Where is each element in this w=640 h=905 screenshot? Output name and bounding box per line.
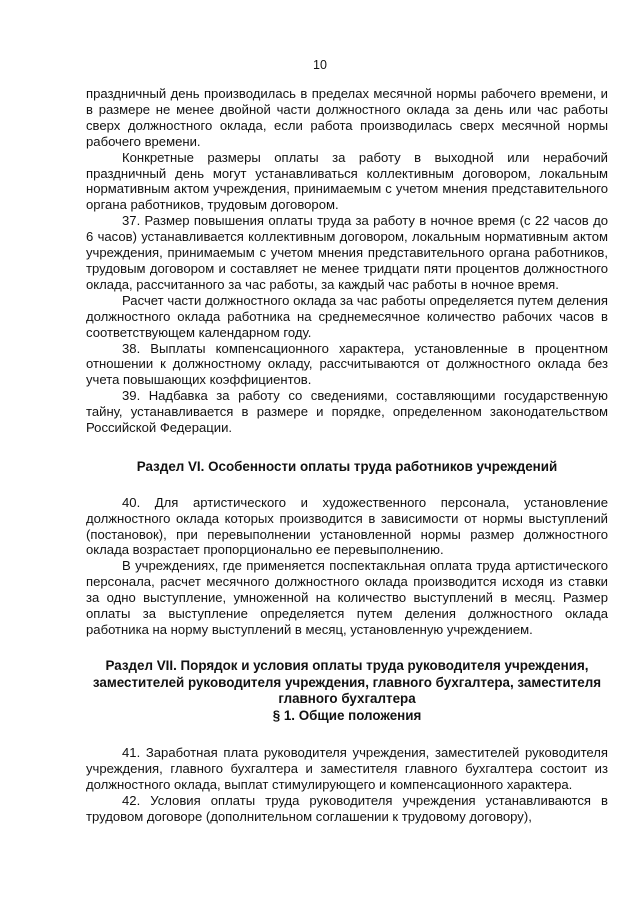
section-7-heading: Раздел VII. Порядок и условия оплаты труда руководителя учреждения, заместителей руководителя учреждения, главного бухгалтера, заместителя главного бухгалтера bbox=[92, 657, 602, 707]
paragraph-38: 38. Выплаты компенсационного характера, установленные в процентном отношении к должностному окладу, рассчитываются от должностного оклада без учета повышающих коэффициентов. bbox=[86, 340, 608, 388]
paragraph-41: 41. Заработная плата руководителя учреждения, заместителей руководителя учреждения, главного бухгалтера и заместителя главного бухгалтера состоит из должностного оклада, выплат стимулирующего и компенсационного характера. bbox=[86, 745, 608, 792]
paragraph: Конкретные размеры оплаты за работу в выходной или нерабочий праздничный день могут устанавливаться коллективным договором, локальным нормативным актом учреждения, принимаемым с учетом мнения представительного органа работников, трудовым договором. bbox=[86, 149, 608, 213]
paragraph: Расчет части должностного оклада за час работы определяется путем деления должностного оклада работника на среднемесячное количество рабочих часов в соответствующем календарном году. bbox=[86, 292, 608, 340]
section-7-subheading: § 1. Общие положения bbox=[272, 708, 422, 724]
document-body bbox=[86, 86, 608, 825]
paragraph-39: 39. Надбавка за работу со сведениями, составляющими государственную тайну, устанавливается в размере и порядке, определенном законодательством Российской Федерации. bbox=[86, 388, 608, 436]
paragraph: В учреждениях, где применяется поспектакльная оплата труда артистического персонала, расчет месячного должностного оклада производится исходя из ставки за одно выступление, умноженной на количество выступлений в месяц. Размер оплаты за выступление определяется путем деления должностного оклада работника на норму выступлений в месяц, установленную учреждением. bbox=[86, 558, 608, 637]
section-6-heading: Раздел VI. Особенности оплаты труда работников учреждений bbox=[136, 458, 558, 474]
paragraph-42: 42. Условия оплаты труда руководителя учреждения устанавливаются в трудовом договоре (дополнительном соглашении к трудовому договору), bbox=[86, 792, 608, 824]
paragraph-40: 40. Для артистического и художественного персонала, установление должностного оклада которых производится в зависимости от нормы выступлений (постановок), при перевыполнении установленной нормы размер должностного оклада возрастает пропорционально ее перевыполнению. bbox=[86, 494, 608, 558]
page-number: 10 bbox=[313, 58, 327, 72]
paragraph-continuation: праздничный день производилась в пределах месячной нормы рабочего времени, и в размере не менее двойной части должностного оклада за день или час работы сверх должностного оклада, если работа производилась сверх месячной нормы рабочего времени. bbox=[86, 86, 608, 149]
paragraph-37: 37. Размер повышения оплаты труда за работу в ночное время (с 22 часов до 6 часов) устанавливается коллективным договором, локальным нормативным актом учреждения, принимаемым с учетом мнения представительного органа работников, трудовым договором и составляет не менее тридцати пяти процентов должностного оклада, рассчитанного за час работы, за каждый час работы в ночное время. bbox=[86, 213, 608, 292]
